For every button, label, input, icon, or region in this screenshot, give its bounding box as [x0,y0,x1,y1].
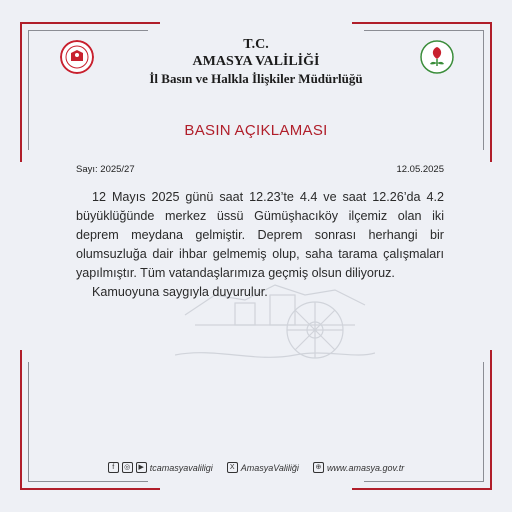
footer-contacts [0,462,512,473]
frame-bottom-left-red [20,488,160,490]
document-date: 12.05.2025 [396,164,444,175]
youtube-icon[interactable]: ▶ [136,462,147,473]
body-paragraph: 12 Mayıs 2025 günü saat 12.23’te 4.4 ve saat 12.26’da 4.2 büyüklüğünde merkez üssü Gümüşhacıköy ilçemiz olan iki deprem meydana gelmiştir. Deprem sonrası herhangi bir olumsuzluğa dair ihbar gelmemiş olup, saha tarama çalışmaları yapılmıştır. Tüm vatandaşlarımıza geçmiş olsun diliyoruz. [76,190,444,280]
x-handle[interactable]: AmasyaValiliği [240,462,299,473]
header-governorship: AMASYA VALİLİĞİ [192,54,320,69]
frame-top-left-red [20,22,160,24]
frame-top-right-red [352,22,492,24]
instagram-icon[interactable]: ◎ [122,462,133,473]
web-icon[interactable]: ⊕ [313,462,324,473]
social-media-group[interactable] [108,462,213,473]
press-release-body [76,188,444,302]
letterhead [0,36,512,87]
document-number: Sayı: 2025/27 [76,164,135,175]
facebook-icon[interactable]: f [108,462,119,473]
x-icon[interactable]: X [227,462,238,473]
document-title: BASIN AÇIKLAMASI [184,122,328,139]
frame-bottom-right-gray [364,481,484,482]
frame-bottom-right-red [352,488,492,490]
frame-top-right-gray [364,30,484,31]
header-tc: T.C. [243,37,269,52]
x-group[interactable] [227,462,299,473]
website-group[interactable] [313,462,404,473]
frame-top-left-gray [28,30,148,31]
website-link[interactable]: www.amasya.gov.tr [326,462,405,473]
closing-paragraph: Kamuoyuna saygıyla duyurulur. [92,285,268,299]
frame-bottom-left-gray [28,481,148,482]
header-directorate: İl Basın ve Halkla İlişkiler Müdürlüğü [149,71,363,86]
social-handle[interactable]: tcamasyavaliligi [149,462,213,473]
